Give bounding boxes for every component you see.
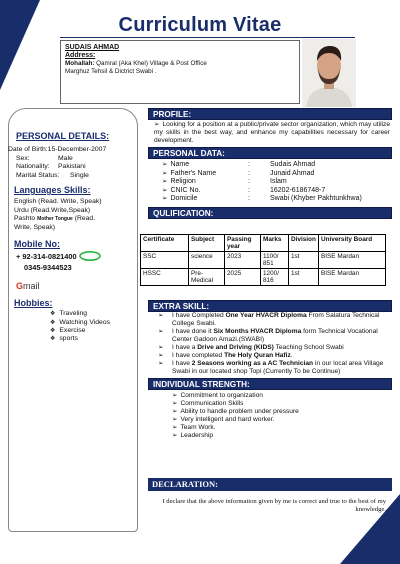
table-header: Passing year — [225, 235, 261, 252]
table-cell: BISE Mardan — [319, 269, 386, 286]
list-item: ➢ Leadership — [172, 432, 214, 439]
language-pashto: Pashto Mother Tongue (Read. — [14, 215, 96, 223]
table-header: Division — [289, 235, 319, 252]
arrow-bullet-icon: ➢ — [158, 360, 164, 367]
table-cell: SSC — [141, 252, 189, 269]
arrow-bullet-icon: ➢ — [172, 416, 178, 423]
profile-heading: PROFILE: — [148, 108, 392, 120]
diamond-bullet-icon: ❖ — [50, 319, 56, 326]
table-header-row — [141, 235, 386, 252]
arrow-bullet-icon: ➢ — [172, 400, 178, 407]
extra-skill-heading: EXTRA SKILL: — [148, 300, 392, 312]
table-cell: BISE Mardan — [319, 252, 386, 269]
list-item: ➢ Team Work. — [172, 424, 216, 431]
arrow-bullet-icon: ➢ — [172, 408, 178, 415]
page-title: Curriculum Vitae — [118, 14, 282, 36]
table-cell: 2023 — [225, 252, 261, 269]
table-cell: 1100/ 851 — [261, 252, 289, 269]
mobile-heading: Mobile No: — [14, 239, 60, 250]
arrow-bullet-icon: ➢ — [158, 312, 164, 319]
personal-details-heading: PERSONAL DETAILS: — [16, 131, 110, 141]
diamond-bullet-icon: ❖ — [50, 327, 56, 334]
marital-status-row: Marital Status: Single — [16, 171, 89, 179]
table-cell: Pre-Medical — [189, 269, 225, 286]
whatsapp-icon — [79, 251, 101, 263]
personal-data-row: ➢ Religion : Islam — [162, 178, 287, 186]
hobbies-heading: Hobbies: — [14, 297, 53, 308]
list-item: ➢ Very intelligent and hard worker. — [172, 416, 275, 423]
list-item: ➢ Commitment to organization — [172, 392, 263, 399]
table-header: Certificate — [141, 235, 189, 252]
table-cell: 2025 — [225, 269, 261, 286]
address-line-2: Marghuz Tehsil & Dictrict Swabi . — [65, 68, 157, 75]
table-cell: 1st — [289, 269, 319, 286]
arrow-bullet-icon: ➢ — [172, 432, 178, 439]
arrow-bullet-icon: ➢ — [154, 121, 160, 128]
arrow-bullet-icon: ➢ — [158, 352, 164, 359]
declaration-heading: DECLARATION: — [148, 478, 392, 491]
list-item: ➢ Ability to handle problem under pressure — [172, 408, 299, 415]
personal-data-row: ➢ CNIC No. : 16202-6186748-7 — [162, 186, 326, 194]
language-urdu: Urdu (Read.Write,Speak) — [14, 206, 91, 214]
table-cell: HSSC — [141, 269, 189, 286]
profile-photo — [302, 39, 356, 107]
arrow-bullet-icon: ➢ — [162, 169, 168, 177]
list-item: ➢ I have completed The Holy Quran Hafiz. — [158, 352, 293, 359]
mobile-number-2: 0345-9344523 — [24, 262, 72, 272]
date-of-birth: Date of Birth:15-December-2007 — [8, 146, 107, 154]
address-line-1: Mohallah: Qamral (Aka Khel) Village & Post Office — [65, 60, 207, 67]
language-pashto-cont: Write, Speak) — [14, 223, 56, 231]
personal-data-row: ➢ Domicile : Swabi (Khyber Pakhtunkhwa) — [162, 195, 362, 203]
gmail-icon: Gmail — [16, 281, 40, 292]
hobby-item: ❖ Watching Videos — [50, 318, 111, 326]
arrow-bullet-icon: ➢ — [162, 161, 168, 168]
arrow-bullet-icon: ➢ — [158, 344, 164, 351]
arrow-bullet-icon: ➢ — [162, 186, 168, 194]
declaration-text: I declare that the above information given by me is correct and true to the best of my knowledge. — [162, 498, 386, 513]
sex-row: Sex: Male — [16, 154, 73, 162]
table-cell: 1200/ 816 — [261, 269, 289, 286]
table-header: Marks — [261, 235, 289, 252]
hobby-item: ❖ Exercise — [50, 326, 86, 334]
qualification-heading: QULIFICATION: — [148, 207, 392, 219]
arrow-bullet-icon: ➢ — [158, 328, 164, 335]
table-cell: science — [189, 252, 225, 269]
left-sidebar-content — [8, 131, 136, 344]
personal-data-row: ➢ Father's Name : Junaid Ahmad — [162, 169, 315, 177]
personal-data-heading: PERSONAL DATA: — [148, 147, 392, 159]
arrow-bullet-icon: ➢ — [172, 392, 178, 399]
personal-data-row: ➢ Name : Sudais Ahmad — [162, 161, 316, 168]
list-item: ➢ I have Completed One Year HVACR Diploma From Salatura Technical College Swabi. — [158, 312, 380, 327]
hobby-item: ❖ Traveling — [50, 310, 88, 318]
diamond-bullet-icon: ❖ — [50, 336, 56, 343]
extra-skill-section — [148, 300, 392, 440]
table-cell: 1st — [289, 252, 319, 269]
languages-heading: Languages Skills: — [14, 185, 91, 196]
list-item: ➢ I have a Drive and Driving (KIDS) Teaching School Swabi — [158, 344, 344, 351]
diamond-bullet-icon: ❖ — [50, 311, 56, 318]
nationality-row: Nationality: Pakistani — [16, 163, 86, 171]
table-header: Subject — [189, 235, 225, 252]
hobbies-list — [16, 310, 136, 344]
strength-heading: INDIVIDUAL STRENGTH: — [148, 378, 392, 390]
list-item: ➢ I have done it Six Months HVACR Diploma form Technical Vocational Center Gadoon Amazi.(SWABI) — [158, 328, 378, 343]
profile-text: ➢ Looking for a position at a public/private sector organization, which may utilize my skills in the best way, and enhance my capabilities necessary for career development. — [154, 121, 390, 144]
list-item: ➢ Communication Skills — [172, 400, 244, 407]
candidate-name: SUDAIS AHMAD — [65, 44, 120, 51]
right-column — [148, 108, 392, 219]
address-label: Address: — [65, 52, 96, 59]
hobby-item: ❖ sports — [50, 335, 78, 343]
mobile-number-1: + 92-314-0821400 — [16, 251, 136, 263]
arrow-bullet-icon: ➢ — [162, 195, 168, 203]
table-row — [141, 252, 386, 269]
title-underline — [60, 37, 355, 38]
list-item: ➢ I have 2 Seasons working as a AC Technician in our local area Village Swabi in our located shop Topi (Currently To be Continue) — [158, 360, 384, 375]
name-address-box — [60, 40, 300, 104]
table-row — [141, 269, 386, 286]
arrow-bullet-icon: ➢ — [162, 178, 168, 186]
language-english: English (Read. Write, Speak) — [14, 198, 102, 206]
qualification-table — [140, 234, 386, 286]
table-header: University Board — [319, 235, 386, 252]
arrow-bullet-icon: ➢ — [172, 424, 178, 431]
